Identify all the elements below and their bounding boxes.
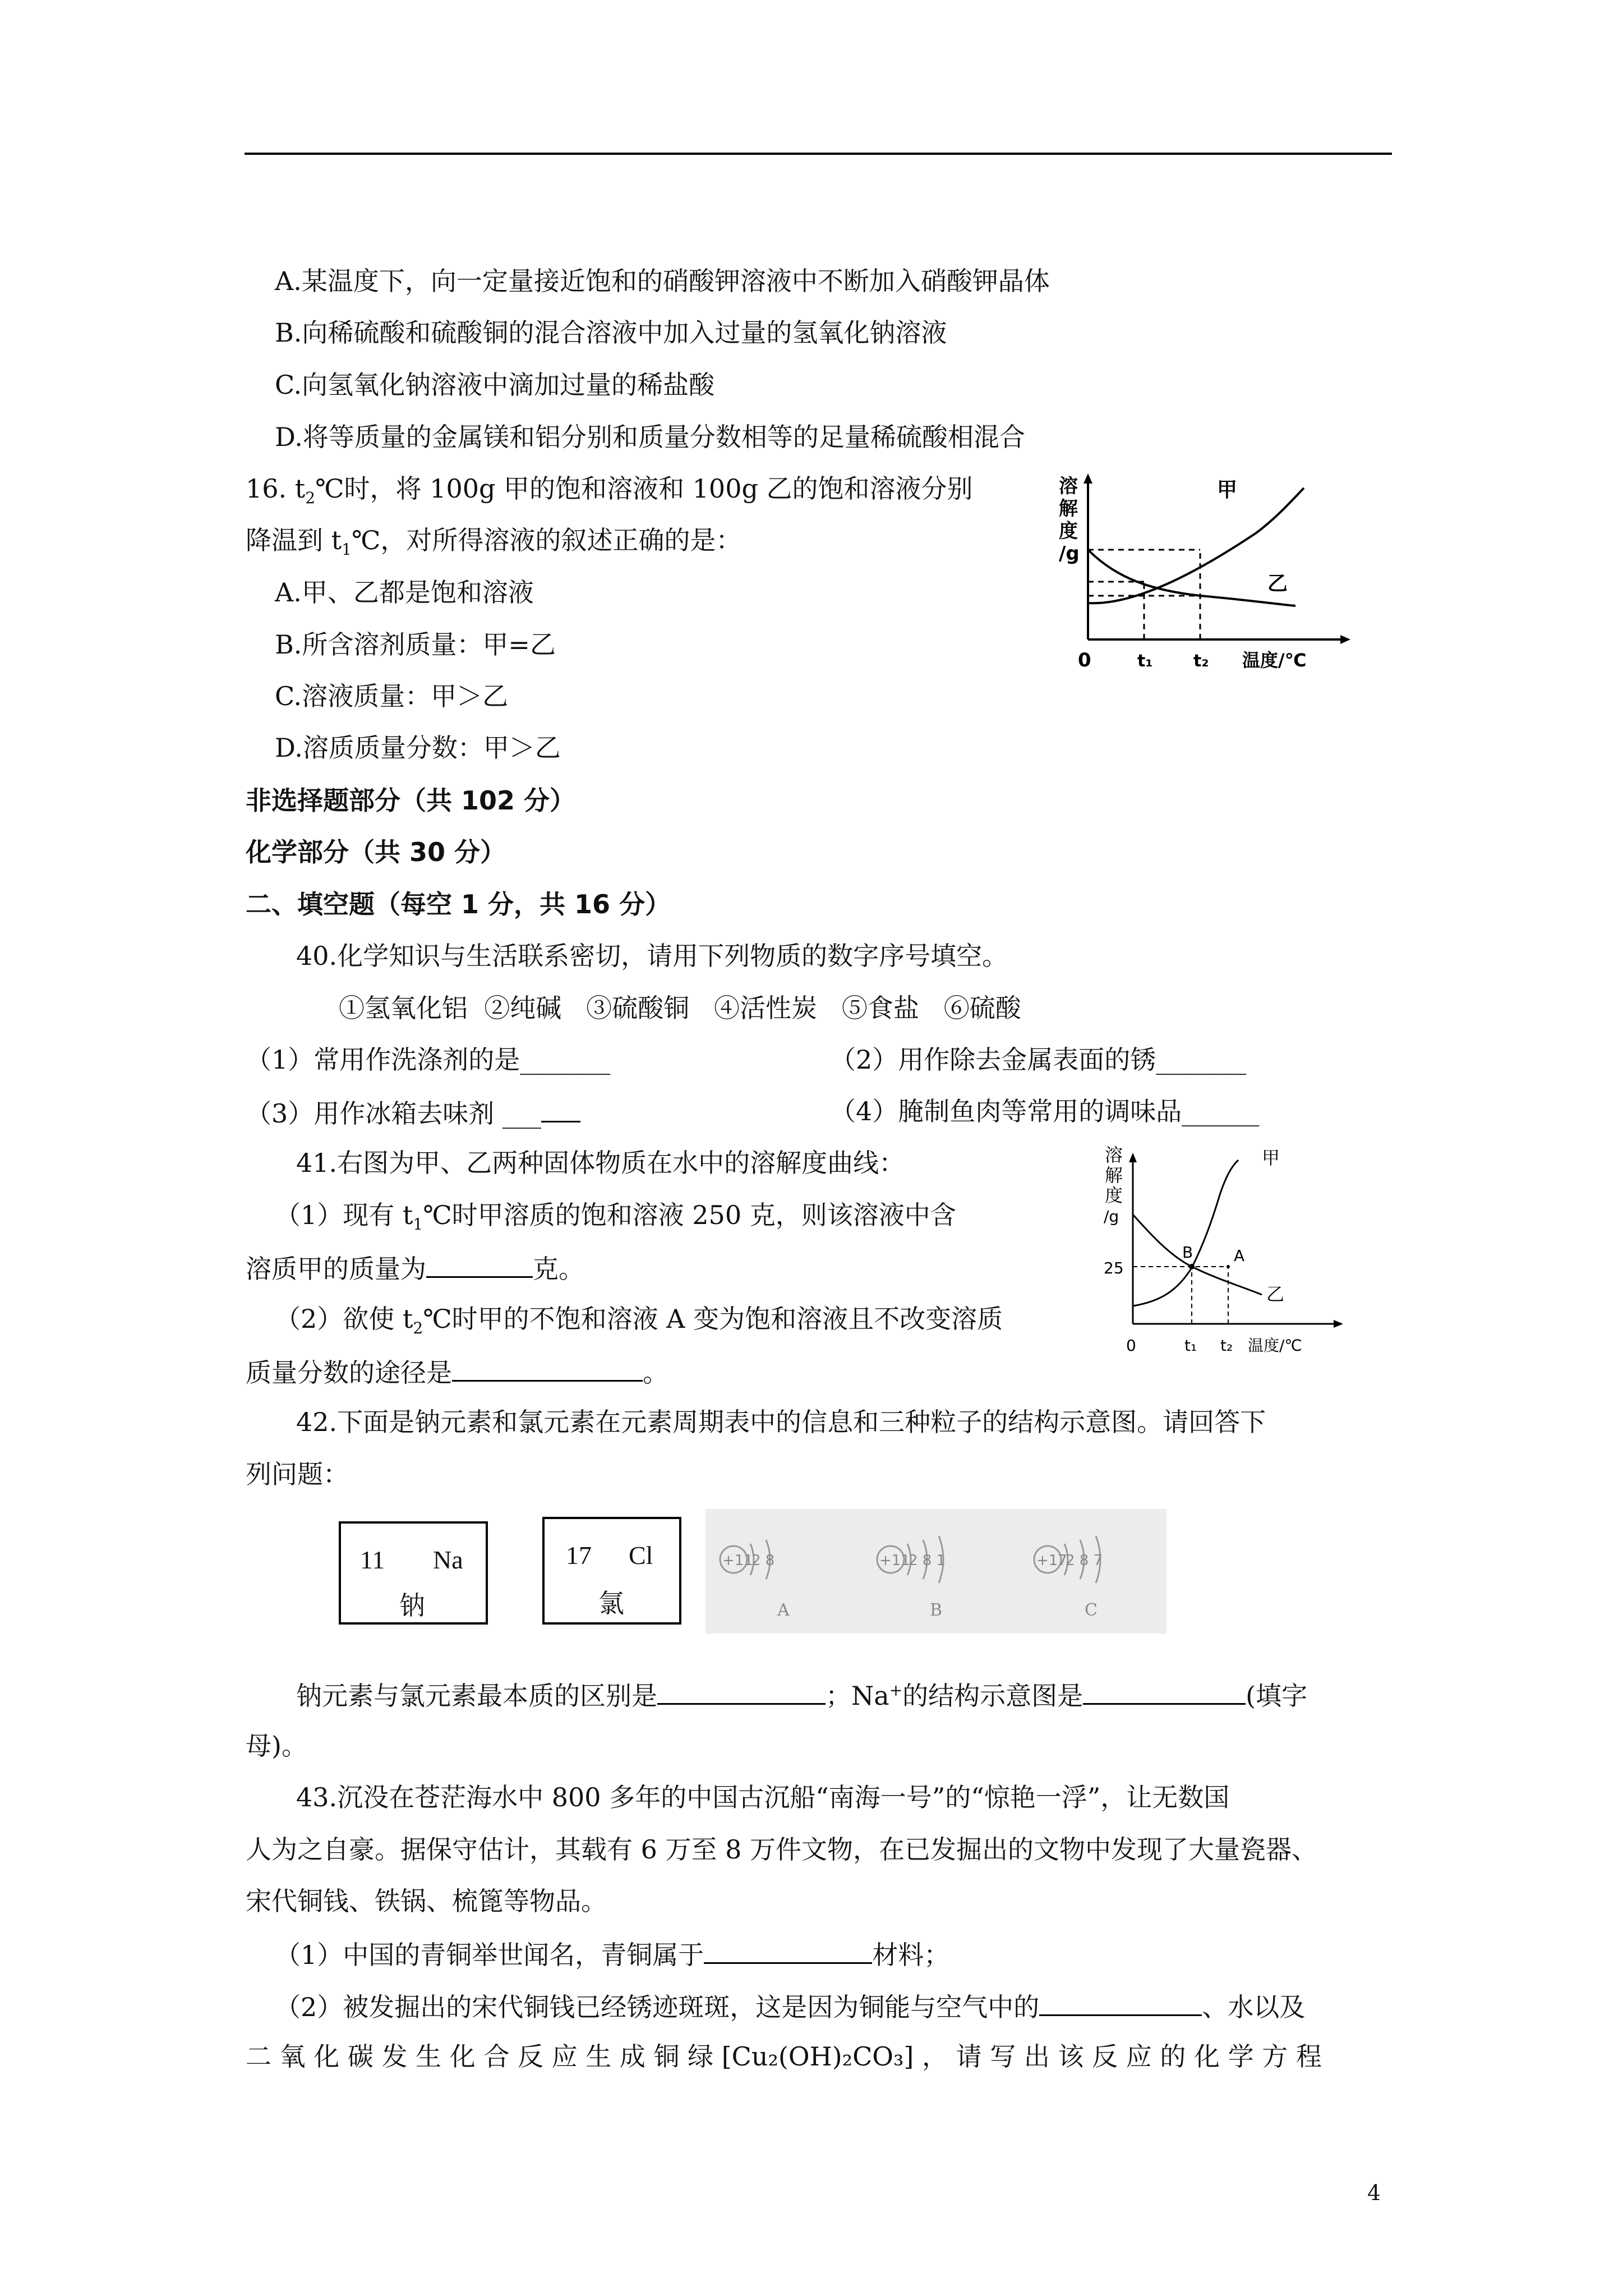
q41-part1-blank <box>426 1254 533 1278</box>
particle-a-nucleus: +11 <box>722 1552 753 1569</box>
q43-stem-line1: 43.沉没在苍茫海水中 800 多年的中国古沉船“南海一号”的“惊艳一浮”，让无数国 <box>296 1782 1230 1812</box>
particle-c-shells: 2 8 7 <box>1066 1552 1103 1569</box>
q15-option-b: B.向稀硫酸和硫酸铜的混合溶液中加入过量的氢氧化钠溶液 <box>275 318 947 348</box>
q42-stem-line1: 42.下面是钠元素和氯元素在元素周期表中的信息和三种粒子的结构示意图。请回答下 <box>296 1407 1266 1437</box>
q15-option-c: C.向氢氧化钠溶液中滴加过量的稀盐酸 <box>275 370 715 400</box>
q40-part1: （1）常用作洗涤剂的是_______ <box>246 1045 611 1075</box>
q41-tick-25: 25 <box>1104 1259 1124 1277</box>
q41-part2-line1: （2）欲使 $t_2℃$时甲的不饱和溶液 A 变为饱和溶液且不改变溶质 <box>275 1304 1003 1338</box>
q40-part3-blank <box>541 1098 580 1122</box>
q16-option-c: C.溶液质量：甲＞乙 <box>275 681 509 711</box>
q16-curve-label-yi: 乙 <box>1267 572 1288 595</box>
q40-stem: 40.化学知识与生活联系密切，请用下列物质的数字序号填空。 <box>296 941 1008 971</box>
q16-origin: 0 <box>1078 649 1091 671</box>
particle-a-label: A <box>777 1600 790 1620</box>
element-card-sodium <box>339 1521 488 1625</box>
chlorine-name: 氯 <box>598 1589 624 1618</box>
q43-part2-blank <box>1039 1992 1202 2016</box>
chlorine-symbol: Cl <box>629 1541 653 1570</box>
q43-stem-line2: 人为之自豪。据保守估计，其载有 6 万至 8 万件文物，在已发掘出的文物中发现了大量瓷器、 <box>246 1834 1318 1865</box>
q42-blank-1 <box>657 1681 826 1705</box>
q41-part1-line2: 溶质甲的质量为 克。 <box>246 1254 584 1284</box>
q41-solubility-graph <box>1094 1139 1352 1363</box>
q15-option-d: D.将等质量的金属镁和铝分别和质量分数相等的足量稀硫酸相混合 <box>275 422 1025 452</box>
q41-part2-line2: 质量分数的途径是 。 <box>246 1358 668 1388</box>
q16-option-d: D.溶质质量分数：甲＞乙 <box>275 733 561 763</box>
q16-stem-line1: 16. $t_2℃$时，将 100g 甲的饱和溶液和 100g 乙的饱和溶液分别 <box>246 473 973 508</box>
q41-ylabel-1: 溶 <box>1105 1144 1123 1166</box>
q41-point-b: B <box>1182 1243 1193 1262</box>
sodium-symbol: Na <box>433 1545 463 1574</box>
q42-question-line2: 母)。 <box>246 1731 307 1761</box>
q42-question-line1: 钠元素与氯元素最本质的区别是 ；Na+的结构示意图是 (填字 <box>296 1681 1308 1711</box>
q42-blank-2 <box>1083 1681 1246 1705</box>
q41-origin: 0 <box>1126 1336 1136 1355</box>
particle-c-label: C <box>1085 1600 1098 1620</box>
sodium-atomic-number: 11 <box>360 1545 385 1574</box>
particle-b-nucleus: +11 <box>879 1552 910 1569</box>
q16-option-b: B.所含溶剂质量：甲=乙 <box>275 629 556 660</box>
q41-tick-t2: t₂ <box>1220 1336 1233 1355</box>
page-number: 4 <box>1367 2180 1381 2205</box>
q41-curve-label-jia: 甲 <box>1262 1147 1280 1168</box>
q16-curve-label-jia: 甲 <box>1217 478 1238 501</box>
header-rule <box>245 153 1392 155</box>
q43-part1-blank <box>704 1940 872 1964</box>
chlorine-atomic-number: 17 <box>566 1541 592 1570</box>
q41-ylabel-3: 度 <box>1105 1185 1123 1206</box>
sodium-name: 钠 <box>399 1591 425 1620</box>
q16-xlabel: 温度/℃ <box>1242 650 1307 671</box>
q41-tick-t1: t₁ <box>1184 1336 1197 1355</box>
particle-b-label: B <box>930 1600 943 1620</box>
q41-ylabel-2: 解 <box>1105 1165 1123 1186</box>
q16-solubility-graph <box>1054 466 1352 679</box>
q40-part3: （3）用作冰箱去味剂 ___ <box>246 1098 580 1126</box>
q41-xlabel: 温度/℃ <box>1248 1336 1302 1355</box>
q16-option-a: A.甲、乙都是饱和溶液 <box>275 577 534 608</box>
section-fill-in: 二、填空题（每空 1 分，共 16 分） <box>246 889 671 919</box>
q41-curve-label-yi: 乙 <box>1266 1283 1285 1305</box>
q40-substances: ①氢氧化铝 ②纯碱 ③硫酸铜 ④活性炭 ⑤食盐 ⑥硫酸 <box>339 993 1021 1023</box>
q42-stem-line2: 列问题： <box>246 1459 349 1489</box>
section-chemistry: 化学部分（共 30 分） <box>246 837 506 867</box>
q43-part1: （1）中国的青铜举世闻名，青铜属于 材料； <box>275 1940 950 1970</box>
particle-c-nucleus: +17 <box>1036 1552 1067 1569</box>
q16-stem-line2: 降温到 $t_1℃$，对所得溶液的叙述正确的是： <box>246 525 742 559</box>
q41-part1-line1: （1）现有 $t_1℃$时甲溶质的饱和溶液 250 克，则该溶液中含 <box>275 1200 956 1234</box>
q16-ylabel-2: 解 <box>1059 498 1078 520</box>
particle-structure-diagrams <box>706 1509 1166 1634</box>
q16-tick-t1: t₁ <box>1137 651 1153 671</box>
q16-ylabel-1: 溶 <box>1059 475 1078 498</box>
q41-part2-blank <box>452 1358 643 1382</box>
q41-stem: 41.右图为甲、乙两种固体物质在水中的溶解度曲线： <box>296 1148 905 1178</box>
particle-b-shells: 2 8 1 <box>909 1552 946 1569</box>
q43-stem-line3: 宋代铜钱、铁锅、梳篦等物品。 <box>246 1886 607 1916</box>
q43-part2: （2）被发掘出的宋代铜钱已经锈迹斑斑，这是因为铜能与空气中的 、水以及 <box>275 1992 1306 2022</box>
q40-part4: （4）腌制鱼肉等常用的调味品______ <box>830 1096 1260 1126</box>
q15-option-a: A.某温度下，向一定量接近饱和的硝酸钾溶液中不断加入硝酸钾晶体 <box>275 266 1050 296</box>
q40-part2: （2）用作除去金属表面的锈_______ <box>830 1045 1247 1075</box>
q16-tick-t2: t₂ <box>1193 651 1209 671</box>
q43-part2-line2: 二 氧 化 碳 发 生 化 合 反 应 生 成 铜 绿 [Cu₂(OH)₂CO₃] ， 请 写 出 该 反 应 的 化 学 方 程 <box>246 2041 1322 2072</box>
section-nonchoice: 非选择题部分（共 102 分） <box>246 785 576 816</box>
q41-point-a: A <box>1234 1246 1245 1265</box>
q16-ylabel-3: 度 <box>1059 520 1078 542</box>
q41-ylabel-4: /g <box>1104 1207 1119 1226</box>
q16-ylabel-4: /g <box>1059 542 1080 565</box>
element-card-chlorine <box>542 1517 681 1625</box>
particle-a-shells: 2 8 <box>751 1552 775 1569</box>
